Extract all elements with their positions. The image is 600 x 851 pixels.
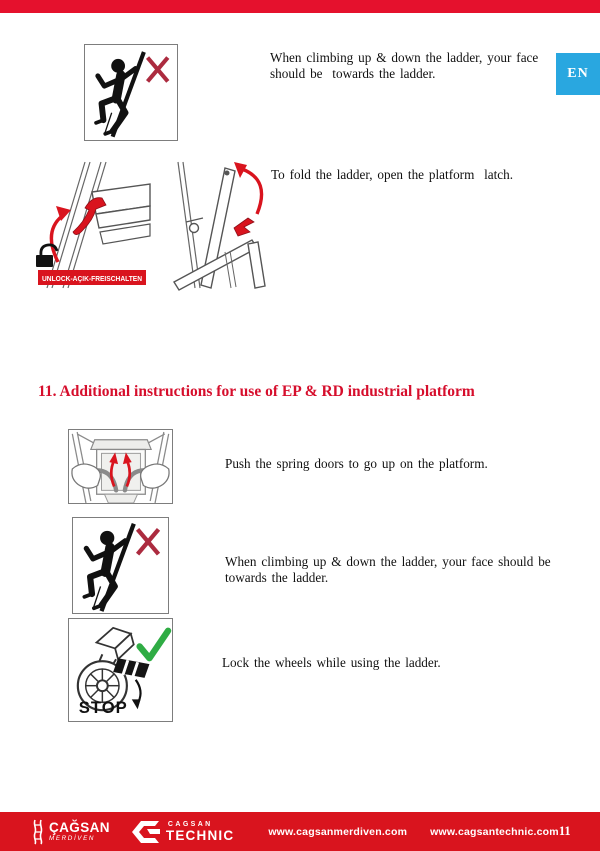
illustration-lock-wheels — [68, 618, 173, 722]
instruction-line: towards the ladder. — [225, 569, 329, 585]
check-icon — [140, 631, 168, 658]
latch-handle — [234, 218, 254, 236]
climb-wrong-pictogram — [85, 45, 177, 140]
top-red-bar — [0, 0, 600, 13]
illustration-fold-ladder — [28, 160, 268, 292]
illustration-spring-doors — [68, 429, 173, 504]
spring-doors-drawing — [69, 430, 172, 503]
wheel-stop-drawing — [69, 619, 172, 721]
language-tab-label: EN — [567, 66, 589, 81]
footer-bar — [0, 812, 600, 851]
instruction-fold — [271, 167, 513, 183]
instruction-line: When climbing up & down the ladder, your face should be — [225, 554, 551, 569]
technic-logo-icon — [131, 819, 161, 845]
instruction-line: Push the spring doors to go up on the platform. — [225, 456, 488, 471]
url-cagsanmerdiven[interactable]: www.cagsanmerdiven.com — [268, 825, 408, 838]
brand-merdiven-name: ÇAĞSAN — [49, 820, 110, 836]
instruction-lock-wheels — [222, 655, 441, 671]
press-down-arrow-icon — [132, 680, 141, 709]
language-tab-en — [556, 53, 600, 95]
fold-ladder-drawing — [28, 160, 268, 292]
cross-icon — [148, 58, 168, 82]
stop-label: STOP — [78, 698, 128, 718]
instruction-line: When climbing up & down the ladder, your face — [270, 50, 539, 65]
unlock-banner — [38, 270, 146, 285]
instruction-climb-face-bottom — [225, 554, 551, 585]
brand-technic-top: CAGSAN — [167, 820, 213, 828]
instruction-line: should be towards the ladder. — [270, 65, 436, 81]
cagsan-merdiven-logo — [31, 819, 110, 845]
url-cagsantechnic[interactable]: www.cagsantechnic.com — [430, 825, 559, 838]
fold-arrow-icon — [234, 162, 262, 214]
cross-icon — [138, 529, 159, 554]
brand-technic-bottom: TECHNIC — [165, 827, 235, 843]
figure-head — [100, 531, 114, 545]
ladder-logo-icon — [31, 819, 45, 845]
instruction-climb-face-top — [270, 50, 538, 81]
page-number: 11 — [558, 824, 571, 838]
figure-head — [111, 59, 125, 73]
unlock-banner-label: UNLOCK-AÇIK-FREISCHALTEN — [42, 274, 142, 283]
brand-merdiven-sub: MERDİVEN — [49, 834, 96, 842]
climb-wrong-pictogram — [73, 518, 168, 613]
illustration-climb-wrong-1 — [84, 44, 178, 141]
section-heading: 11. Additional instructions for use of EP & RD industrial platform — [38, 383, 475, 400]
instruction-spring-doors — [225, 456, 488, 472]
instruction-line: To fold the ladder, open the platform latch. — [271, 167, 514, 182]
illustration-climb-wrong-2 — [72, 517, 169, 614]
cagsan-technic-logo — [131, 819, 234, 845]
hinge — [190, 224, 199, 233]
instruction-line: Lock the wheels while using the ladder. — [222, 655, 441, 670]
